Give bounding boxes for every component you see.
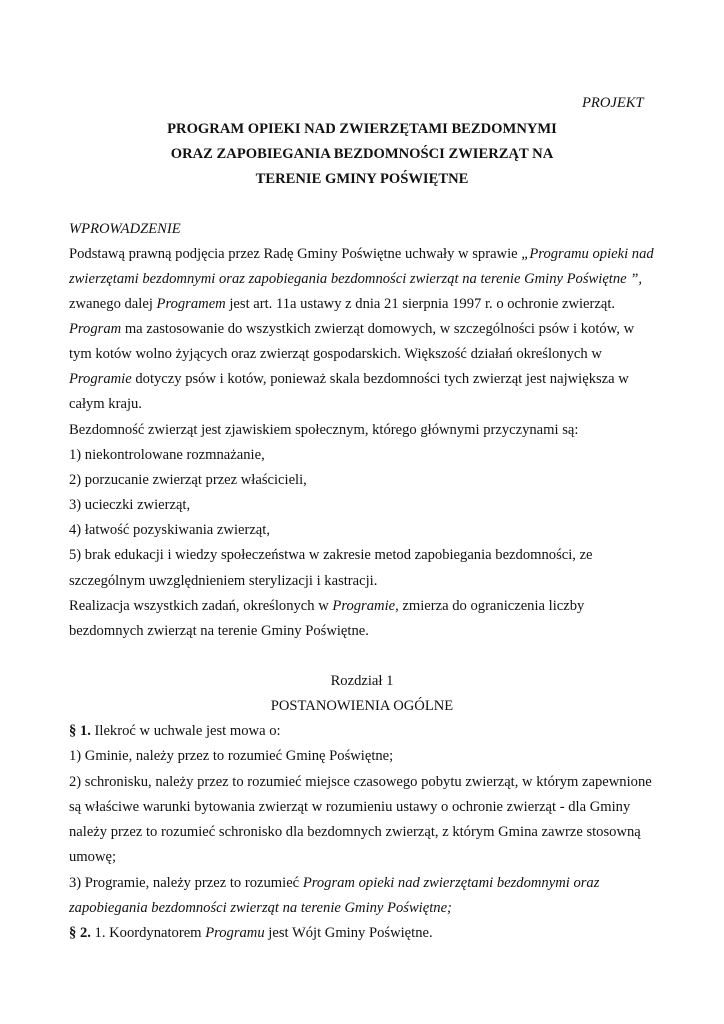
causes-intro: Bezdomność zwierząt jest zjawiskiem społecznym, którego głównymi przyczynami są: <box>69 422 579 438</box>
cause-item: 3) ucieczki zwierząt, <box>69 497 191 513</box>
title-line-2: ORAZ ZAPOBIEGANIA BEZDOMNOŚCI ZWIERZĄT NA <box>170 146 554 162</box>
scope-paragraph-line: Programie dotyczy psów i kotów, ponieważ skala bezdomności tych zwierząt jest największa w <box>69 371 629 387</box>
definition-item-continuation: są właściwe warunki bytowania zwierząt w rozumieniu ustawy o ochronie zwierząt - dla Gminy <box>69 799 631 815</box>
scope-paragraph-line: tym kotów wolno żyjących oraz zwierząt gospodarskich. Większość działań określonych w <box>69 346 602 362</box>
definition-item-continuation: należy przez to rozumieć schronisko dla bezdomnych zwierząt, z którym Gmina zawrze stosowną <box>69 824 641 840</box>
title-line-1: PROGRAM OPIEKI NAD ZWIERZĘTAMI BEZDOMNYMI <box>167 121 557 137</box>
definition-item: 2) schronisku, należy przez to rozumieć miejsce czasowego pobytu zwierząt, w którym zapewnione <box>69 774 652 790</box>
intro-paragraph-line: zwierzętami bezdomnymi oraz zapobiegania bezdomności zwierząt na terenie Gminy Poświętne ”, <box>69 271 643 287</box>
title-line-3: TERENIE GMINY POŚWIĘTNE <box>255 171 469 187</box>
chapter-label: Rozdział 1 <box>330 673 394 689</box>
chapter-title: POSTANOWIENIA OGÓLNE <box>270 698 454 714</box>
section-1-intro: § 1. Ilekroć w uchwale jest mowa o: <box>69 723 281 739</box>
section-2-line: § 2. 1. Koordynatorem Programu jest Wójt Gminy Poświętne. <box>69 925 433 941</box>
realization-paragraph-line: Realizacja wszystkich zadań, określonych w Programie, zmierza do ograniczenia liczby <box>69 598 585 614</box>
draft-label: PROJEKT <box>582 95 644 111</box>
definition-item: 1) Gminie, należy przez to rozumieć Gminę Poświętne; <box>69 748 394 764</box>
cause-item: 4) łatwość pozyskiwania zwierząt, <box>69 522 270 538</box>
definition-item-continuation: zapobiegania bezdomności zwierząt na terenie Gminy Poświętne; <box>69 900 452 916</box>
intro-paragraph-line: Podstawą prawną podjęcia przez Radę Gminy Poświętne uchwały w sprawie „Programu opieki nad <box>69 246 654 262</box>
realization-paragraph-line: bezdomnych zwierząt na terenie Gminy Poświętne. <box>69 623 369 639</box>
scope-paragraph-line: całym kraju. <box>69 396 142 412</box>
cause-item-continuation: szczególnym uwzględnieniem sterylizacji i kastracji. <box>69 573 378 589</box>
scope-paragraph-line: Program ma zastosowanie do wszystkich zwierząt domowych, w szczególności psów i kotów, w <box>69 321 635 337</box>
cause-item: 5) brak edukacji i wiedzy społeczeństwa w zakresie metod zapobiegania bezdomności, ze <box>69 547 593 563</box>
cause-item: 2) porzucanie zwierząt przez właścicieli, <box>69 472 307 488</box>
definition-item-continuation: umowę; <box>69 849 117 865</box>
intro-heading: WPROWADZENIE <box>69 221 181 237</box>
definition-item: 3) Programie, należy przez to rozumieć Program opieki nad zwierzętami bezdomnymi oraz <box>69 875 600 891</box>
intro-paragraph-line: zwanego dalej Programem jest art. 11a ustawy z dnia 21 sierpnia 1997 r. o ochronie zwierząt. <box>69 296 616 312</box>
cause-item: 1) niekontrolowane rozmnażanie, <box>69 447 265 463</box>
